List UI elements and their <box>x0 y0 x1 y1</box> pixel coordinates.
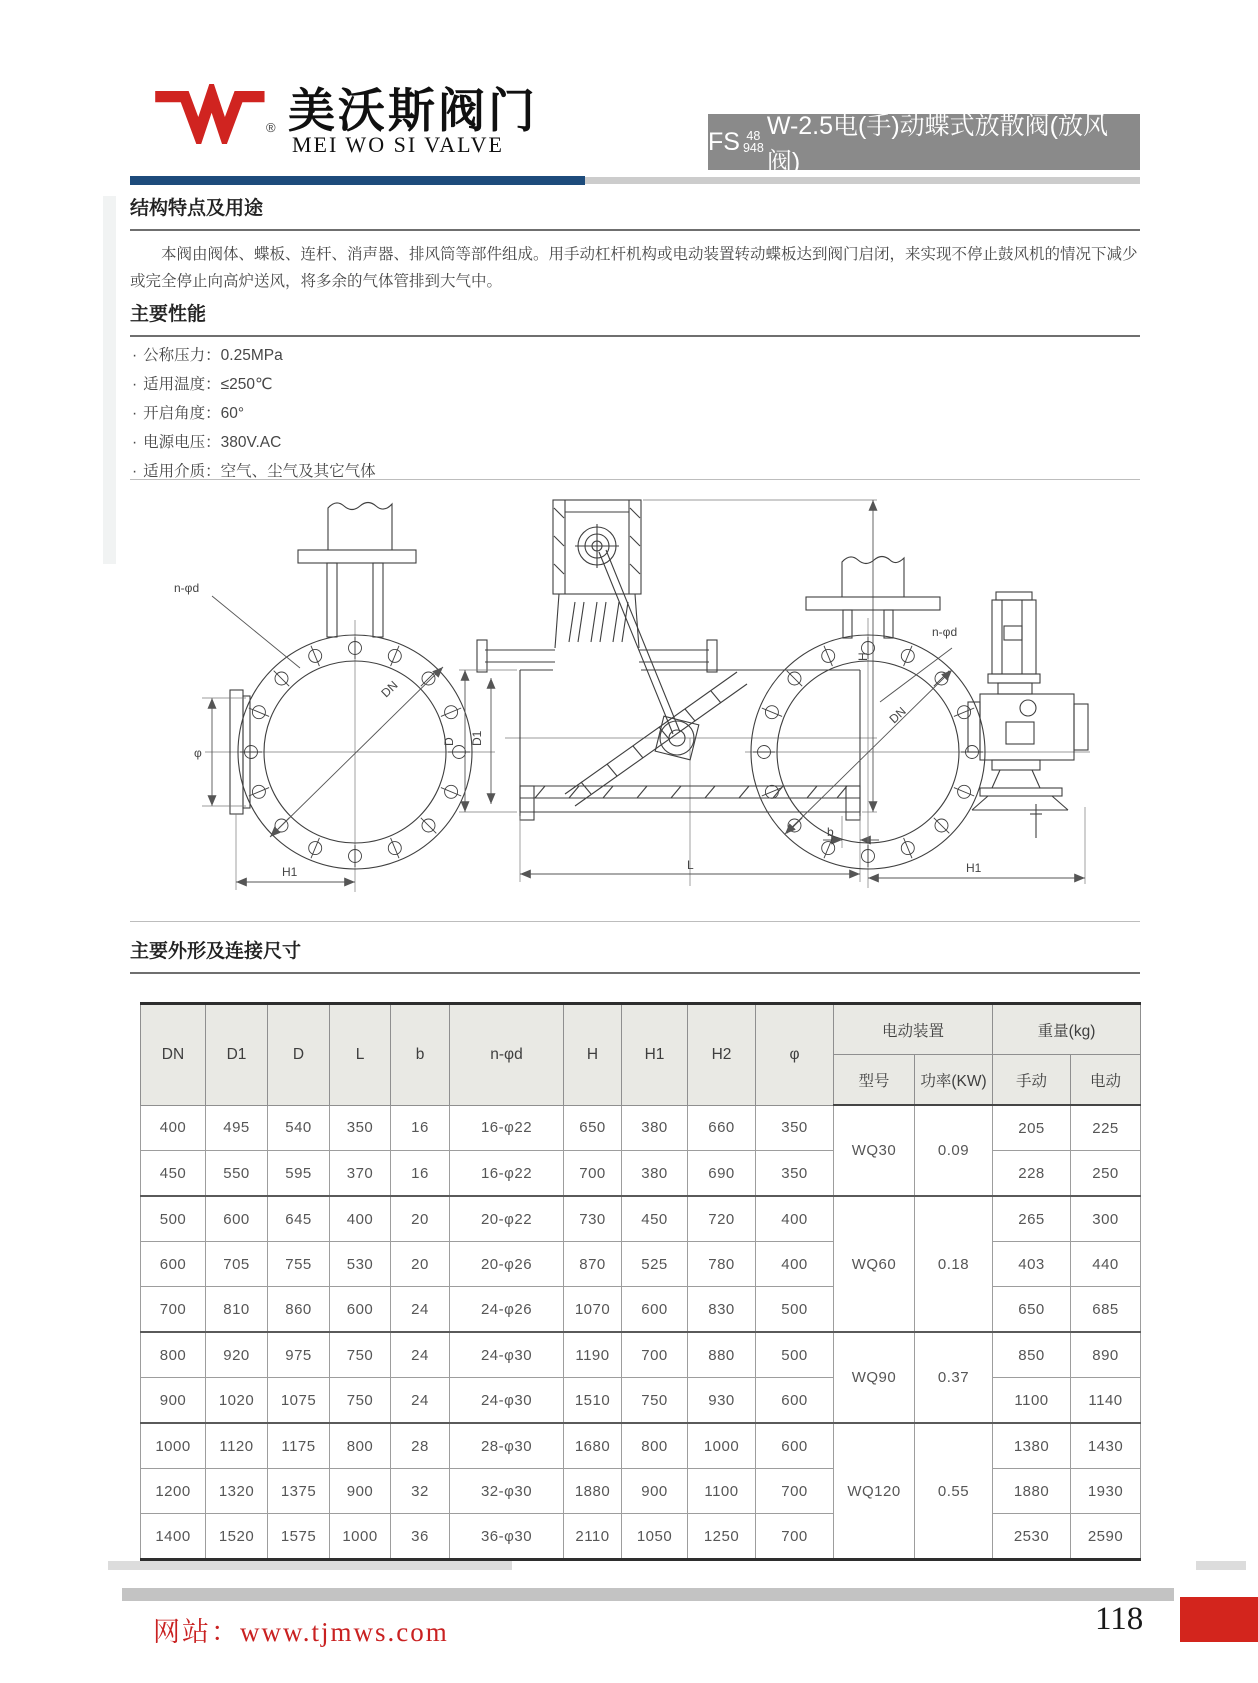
list-item <box>132 428 1142 457</box>
cell-weight-manual: 1100 <box>993 1378 1071 1424</box>
cell-weight-electric: 1930 <box>1071 1469 1141 1514</box>
model-sub: 948 <box>742 141 764 155</box>
list-item <box>132 370 1142 399</box>
cell-h2: 780 <box>688 1242 756 1287</box>
cell-h2: 830 <box>688 1287 756 1333</box>
divider-line <box>130 921 1140 922</box>
performance-item: 适用介质：空气、尘气及其它气体 <box>143 463 376 480</box>
cell-h1: 450 <box>622 1196 688 1242</box>
cell-d: 645 <box>268 1196 330 1242</box>
cell-l: 530 <box>330 1242 391 1287</box>
performance-item: 公称压力：0.25MPa <box>143 347 283 364</box>
cell-phi: 400 <box>756 1242 834 1287</box>
cell-weight-electric: 2590 <box>1071 1514 1141 1560</box>
col-header-n-phi-d: n-φd <box>450 1004 564 1106</box>
cell-dn: 500 <box>141 1196 206 1242</box>
cell-n-phi-d: 24-φ26 <box>450 1287 564 1333</box>
page-number: 118 <box>1095 1601 1144 1637</box>
website-link[interactable]: 网站：www.tjmws.com <box>153 1617 449 1647</box>
table-header <box>141 1004 1141 1106</box>
dim-label-h: H <box>856 652 870 661</box>
cell-weight-manual: 1880 <box>993 1469 1071 1514</box>
cell-h: 1680 <box>564 1423 622 1469</box>
cell-b: 24 <box>391 1287 450 1333</box>
drawing-front-view-electric <box>740 552 1170 892</box>
section-title-performance: 主要性能 <box>130 299 1140 337</box>
cell-phi: 600 <box>756 1423 834 1469</box>
model-suffix: W-2.5电(手)动蝶式放散阀(放风阀) <box>766 112 1109 176</box>
cell-h1: 750 <box>622 1378 688 1424</box>
cell-d: 540 <box>268 1105 330 1151</box>
cell-h: 1190 <box>564 1332 622 1378</box>
dim-label-h1: H1 <box>966 861 982 875</box>
col-header-b: b <box>391 1004 450 1106</box>
cell-dn: 400 <box>141 1105 206 1151</box>
col-header-l: L <box>330 1004 391 1106</box>
cell-d1: 1520 <box>206 1514 268 1560</box>
cell-b: 28 <box>391 1423 450 1469</box>
page-corner-block <box>1180 1597 1258 1642</box>
col-header-phi: φ <box>756 1004 834 1106</box>
cell-dn: 1200 <box>141 1469 206 1514</box>
cell-weight-electric: 440 <box>1071 1242 1141 1287</box>
table-row <box>141 1332 1141 1378</box>
cell-h2: 1000 <box>688 1423 756 1469</box>
cell-d1: 495 <box>206 1105 268 1151</box>
cell-b: 20 <box>391 1196 450 1242</box>
cell-d1: 600 <box>206 1196 268 1242</box>
dim-label-d1: D1 <box>470 730 484 746</box>
header-rule-gray <box>585 177 1140 184</box>
cell-weight-electric: 300 <box>1071 1196 1141 1242</box>
cell-actuator-model: WQ90 <box>834 1332 915 1423</box>
cell-l: 400 <box>330 1196 391 1242</box>
bullet-dot: · <box>132 347 138 364</box>
cell-d: 755 <box>268 1242 330 1287</box>
model-prefix: FS <box>708 127 740 156</box>
list-item <box>132 457 1142 486</box>
section-title-features: 结构特点及用途 <box>130 193 1140 231</box>
cell-h1: 1050 <box>622 1514 688 1560</box>
cell-dn: 900 <box>141 1378 206 1424</box>
col-header-d1: D1 <box>206 1004 268 1106</box>
performance-list <box>132 341 1142 486</box>
model-figure-stack <box>743 130 764 154</box>
cell-b: 16 <box>391 1105 450 1151</box>
cell-actuator-power: 0.55 <box>915 1423 993 1560</box>
cell-weight-manual: 205 <box>993 1105 1071 1151</box>
col-header-d: D <box>268 1004 330 1106</box>
divider-line <box>130 479 1140 480</box>
cell-h2: 690 <box>688 1151 756 1197</box>
cell-weight-manual: 403 <box>993 1242 1071 1287</box>
cell-weight-manual: 850 <box>993 1332 1071 1378</box>
cell-h2: 1100 <box>688 1469 756 1514</box>
cell-d: 595 <box>268 1151 330 1197</box>
cell-d1: 920 <box>206 1332 268 1378</box>
cell-h: 1070 <box>564 1287 622 1333</box>
cell-h1: 525 <box>622 1242 688 1287</box>
cell-l: 800 <box>330 1423 391 1469</box>
cell-n-phi-d: 36-φ30 <box>450 1514 564 1560</box>
cell-n-phi-d: 16-φ22 <box>450 1151 564 1197</box>
cell-h: 1880 <box>564 1469 622 1514</box>
cell-actuator-power: 0.09 <box>915 1105 993 1196</box>
cell-phi: 500 <box>756 1332 834 1378</box>
cell-h2: 660 <box>688 1105 756 1151</box>
cell-actuator-model: WQ60 <box>834 1196 915 1332</box>
brand-name-cn: 美沃斯阀门 <box>288 86 538 138</box>
cell-phi: 700 <box>756 1469 834 1514</box>
col-header-power: 功率(KW) <box>915 1055 993 1106</box>
cell-weight-manual: 2530 <box>993 1514 1071 1560</box>
cell-h2: 930 <box>688 1378 756 1424</box>
bullet-dot: · <box>132 434 138 451</box>
cell-d: 975 <box>268 1332 330 1378</box>
cell-n-phi-d: 28-φ30 <box>450 1423 564 1469</box>
col-header-h: H <box>564 1004 622 1106</box>
cell-weight-manual: 650 <box>993 1287 1071 1333</box>
cell-phi: 700 <box>756 1514 834 1560</box>
bullet-dot: · <box>132 376 138 393</box>
cell-dn: 600 <box>141 1242 206 1287</box>
cell-weight-electric: 225 <box>1071 1105 1141 1151</box>
cell-h: 2110 <box>564 1514 622 1560</box>
cell-dn: 1000 <box>141 1423 206 1469</box>
col-header-h2: H2 <box>688 1004 756 1106</box>
cell-n-phi-d: 32-φ30 <box>450 1469 564 1514</box>
cell-weight-electric: 1430 <box>1071 1423 1141 1469</box>
cell-weight-electric: 890 <box>1071 1332 1141 1378</box>
cell-l: 370 <box>330 1151 391 1197</box>
cell-n-phi-d: 20-φ22 <box>450 1196 564 1242</box>
cell-d1: 810 <box>206 1287 268 1333</box>
cell-h1: 800 <box>622 1423 688 1469</box>
cell-weight-electric: 685 <box>1071 1287 1141 1333</box>
performance-item: 开启角度：60° <box>143 405 245 422</box>
dim-label-dn: DN <box>378 678 401 701</box>
table-row <box>141 1423 1141 1469</box>
cell-phi: 600 <box>756 1378 834 1424</box>
dim-label-n-phi-d: n-φd <box>932 625 958 639</box>
cell-d1: 550 <box>206 1151 268 1197</box>
cell-n-phi-d: 20-φ26 <box>450 1242 564 1287</box>
footer-divider-fragment <box>1196 1561 1246 1570</box>
col-header-electric-weight: 电动 <box>1071 1055 1141 1106</box>
table-row <box>141 1105 1141 1151</box>
dimensions-table-wrap <box>140 1002 1141 1561</box>
cell-b: 24 <box>391 1332 450 1378</box>
cell-b: 32 <box>391 1469 450 1514</box>
cell-phi: 400 <box>756 1196 834 1242</box>
cell-actuator-model: WQ30 <box>834 1105 915 1196</box>
performance-item: 适用温度：≤250℃ <box>143 376 273 393</box>
cell-actuator-power: 0.18 <box>915 1196 993 1332</box>
list-item <box>132 399 1142 428</box>
cell-n-phi-d: 24-φ30 <box>450 1378 564 1424</box>
performance-item: 电源电压：380V.AC <box>143 434 282 451</box>
cell-d1: 1020 <box>206 1378 268 1424</box>
cell-weight-electric: 250 <box>1071 1151 1141 1197</box>
cell-l: 600 <box>330 1287 391 1333</box>
cell-weight-manual: 228 <box>993 1151 1071 1197</box>
cell-h2: 720 <box>688 1196 756 1242</box>
col-header-h1: H1 <box>622 1004 688 1106</box>
cell-n-phi-d: 16-φ22 <box>450 1105 564 1151</box>
cell-d: 860 <box>268 1287 330 1333</box>
dim-label-h1: H1 <box>282 865 298 879</box>
cell-l: 1000 <box>330 1514 391 1560</box>
cell-l: 900 <box>330 1469 391 1514</box>
list-item <box>132 341 1142 370</box>
cell-d: 1175 <box>268 1423 330 1469</box>
cell-h1: 380 <box>622 1105 688 1151</box>
cell-h2: 1250 <box>688 1514 756 1560</box>
bullet-dot: · <box>132 405 138 422</box>
dim-label-dn: DN <box>886 704 909 727</box>
company-logo-icon <box>150 84 268 144</box>
cell-h2: 880 <box>688 1332 756 1378</box>
group-header-weight: 重量(kg) <box>993 1004 1141 1055</box>
cell-l: 750 <box>330 1378 391 1424</box>
dimensions-table-body <box>141 1105 1141 1560</box>
cell-d: 1375 <box>268 1469 330 1514</box>
cell-dn: 700 <box>141 1287 206 1333</box>
dim-label-phi: φ <box>194 746 202 760</box>
col-header-model: 型号 <box>834 1055 915 1106</box>
registered-trademark-icon: ® <box>266 120 276 135</box>
group-header-actuator: 电动装置 <box>834 1004 993 1055</box>
dim-label-n-phi-d: n-φd <box>174 581 200 595</box>
cell-weight-electric: 1140 <box>1071 1378 1141 1424</box>
cell-h: 1510 <box>564 1378 622 1424</box>
dimensions-table <box>140 1002 1141 1561</box>
cell-b: 20 <box>391 1242 450 1287</box>
cell-d: 1075 <box>268 1378 330 1424</box>
cell-b: 24 <box>391 1378 450 1424</box>
cell-h1: 600 <box>622 1287 688 1333</box>
dim-label-l: L <box>687 858 694 872</box>
cell-actuator-power: 0.37 <box>915 1332 993 1423</box>
cell-weight-manual: 265 <box>993 1196 1071 1242</box>
brand-name-en: MEI WO SI VALVE <box>292 132 504 157</box>
footer-divider-fragment <box>108 1561 512 1570</box>
cell-h1: 700 <box>622 1332 688 1378</box>
cell-dn: 450 <box>141 1151 206 1197</box>
cell-n-phi-d: 24-φ30 <box>450 1332 564 1378</box>
col-header-dn: DN <box>141 1004 206 1106</box>
cell-h: 700 <box>564 1151 622 1197</box>
cell-h: 650 <box>564 1105 622 1151</box>
product-model-banner <box>708 112 1140 176</box>
cell-l: 350 <box>330 1105 391 1151</box>
cell-dn: 1400 <box>141 1514 206 1560</box>
cell-l: 750 <box>330 1332 391 1378</box>
cell-dn: 800 <box>141 1332 206 1378</box>
cell-h: 730 <box>564 1196 622 1242</box>
cell-h1: 900 <box>622 1469 688 1514</box>
col-header-manual-weight: 手动 <box>993 1055 1071 1106</box>
cell-d1: 705 <box>206 1242 268 1287</box>
cell-h1: 380 <box>622 1151 688 1197</box>
cell-phi: 500 <box>756 1287 834 1333</box>
header-rule-blue <box>130 176 585 185</box>
model-sup: 48 <box>746 129 761 143</box>
cell-d1: 1120 <box>206 1423 268 1469</box>
dim-label-d: D <box>442 737 456 746</box>
features-paragraph: 本阀由阀体、蝶板、连杆、消声器、排风筒等部件组成。用手动杠杆机构或电动装置转动蝶板达到阀门启闭，来实现不停止鼓风机的情况下减少或完全停止向高炉送风，将多余的气体管排到大气中。 <box>130 246 1138 290</box>
dim-label-b: b <box>827 825 834 839</box>
cell-b: 16 <box>391 1151 450 1197</box>
section-title-dimensions: 主要外形及连接尺寸 <box>130 936 1140 974</box>
bullet-dot: · <box>132 463 138 480</box>
cell-b: 36 <box>391 1514 450 1560</box>
cell-phi: 350 <box>756 1151 834 1197</box>
cell-d: 1575 <box>268 1514 330 1560</box>
table-row <box>141 1196 1141 1242</box>
page-edge-strip <box>103 196 116 564</box>
cell-phi: 350 <box>756 1105 834 1151</box>
cell-weight-manual: 1380 <box>993 1423 1071 1469</box>
cell-d1: 1320 <box>206 1469 268 1514</box>
cell-h: 870 <box>564 1242 622 1287</box>
footer-rule-gray <box>122 1588 1174 1601</box>
cell-actuator-model: WQ120 <box>834 1423 915 1560</box>
